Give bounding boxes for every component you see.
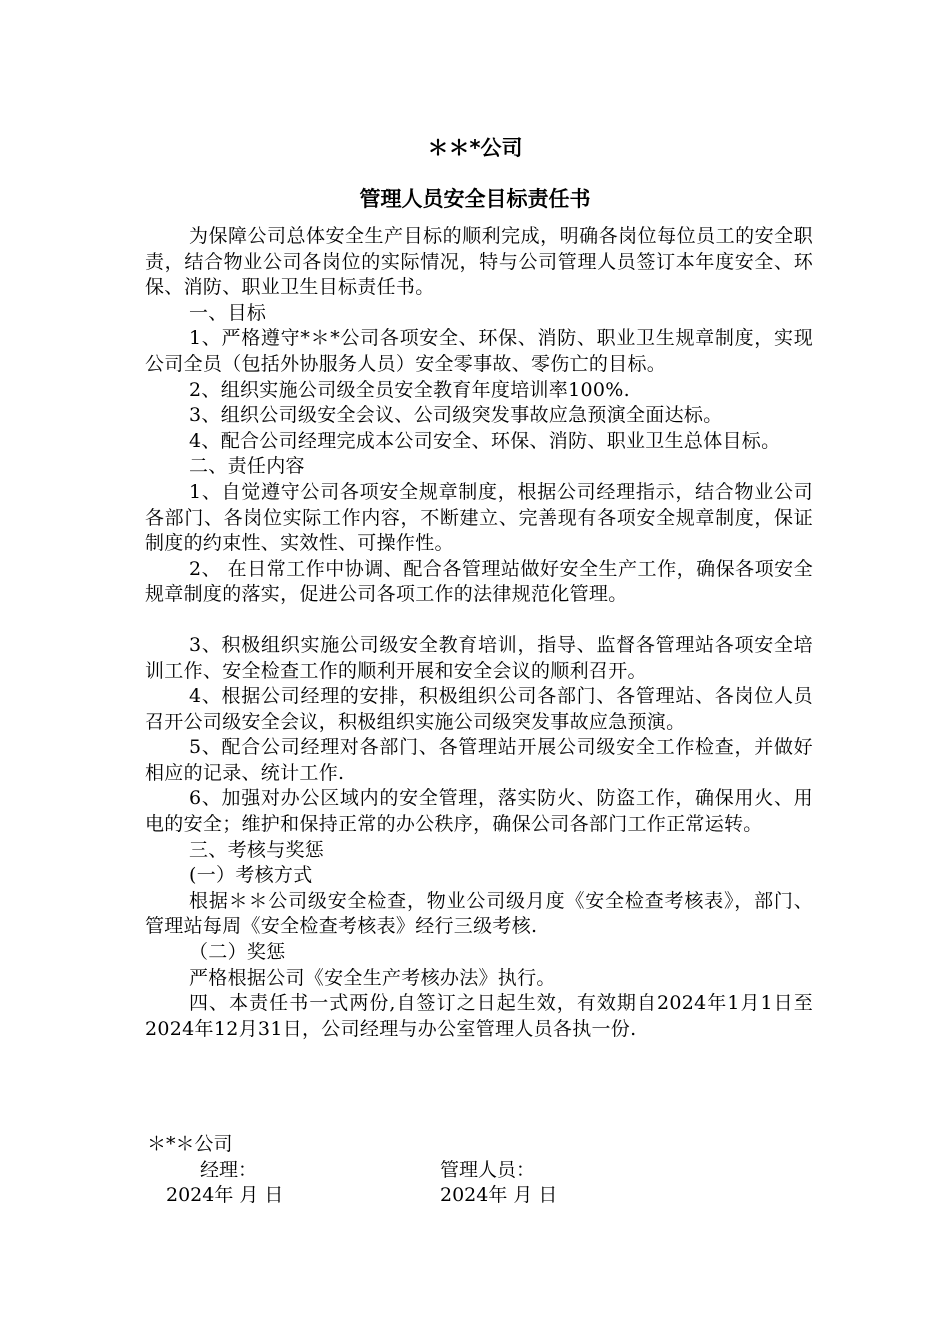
responsibility-item: 4、根据公司经理的安排，积极组织公司各部门、各管理站、各岗位人员召开公司级安全会议，积极组织实施公司级突发事故应急预演。: [145, 685, 813, 733]
responsibility-item: 3、积极组织实施公司级安全教育培训，指导、监督各管理站各项安全培训工作、安全检查工作的顺利开展和安全会议的顺利召开。: [145, 633, 813, 682]
goal-item: 1、严格遵守*＊*公司各项安全、环保、消防、职业卫生规章制度，实现公司全员（包括外协服务人员）安全零事故、零伤亡的目标。: [145, 327, 813, 375]
rewards-paragraph: 严格根据公司《安全生产考核办法》执行。: [189, 966, 556, 989]
goal-item: 4、配合公司经理完成本公司安全、环保、消防、职业卫生总体目标。: [189, 429, 781, 452]
signature-company: ＊*＊公司: [147, 1133, 233, 1155]
document-title: 管理人员安全目标责任书: [359, 187, 591, 211]
responsibility-item: 2、 在日常工作中协调、配合各管理站做好安全生产工作，确保各项安全规章制度的落实，促进公司各项工作的法律规范化管理。: [145, 557, 813, 606]
responsibility-item: 1、自觉遵守公司各项安全规章制度，根据公司经理指示，结合物业公司各部门、各岗位实际工作内容，不断建立、完善现有各项安全规章制度，保证制度的约束性、实效性、可操作性。: [145, 480, 813, 555]
validity-paragraph: 四、本责任书一式两份,自签订之日起生效，有效期自2024年1月1日至2024年12月31日，公司经理与办公室管理人员各执一份.: [145, 992, 813, 1040]
manager-signature-date: 2024年 月 日: [166, 1184, 284, 1206]
section-heading-responsibilities: 二、责任内容: [189, 455, 305, 478]
subsection-heading-method: (一）考核方式: [189, 864, 313, 887]
document-body: [145, 224, 813, 1042]
section-heading-goals: 一、目标: [189, 301, 267, 324]
goal-item: 2、组织实施公司级全员安全教育年度培训率100%.: [189, 378, 630, 401]
staff-signature-date: 2024年 月 日: [440, 1184, 558, 1206]
manager-signature-label: 经理：: [200, 1159, 258, 1181]
assessment-paragraph: 根据＊＊公司级安全检查，物业公司级月度《安全检查考核表》，部门、管理站每周《安全检查考核表》经行三级考核.: [145, 889, 813, 938]
goal-item: 3、组织公司级安全会议、公司级突发事故应急预演全面达标。: [189, 404, 723, 427]
company-title: ＊＊*公司: [427, 136, 523, 160]
intro-paragraph: 为保障公司总体安全生产目标的顺利完成，明确各岗位每位员工的安全职责，结合物业公司各岗位的实际情况，特与公司管理人员签订本年度安全、环保、消防、职业卫生目标责任书。: [145, 225, 813, 299]
responsibility-item: 5、配合公司经理对各部门、各管理站开展公司级安全工作检查，并做好相应的记录、统计工作.: [145, 736, 813, 784]
subsection-heading-rewards: （二）奖惩: [189, 941, 286, 964]
responsibility-item: 6、加强对办公区域内的安全管理，落实防火、防盗工作，确保用火、用电的安全；维护和保持正常的办公秩序，确保公司各部门工作正常运转。: [145, 787, 813, 836]
staff-signature-label: 管理人员：: [440, 1159, 536, 1181]
section-heading-assessment: 三、考核与奖惩: [189, 838, 325, 861]
